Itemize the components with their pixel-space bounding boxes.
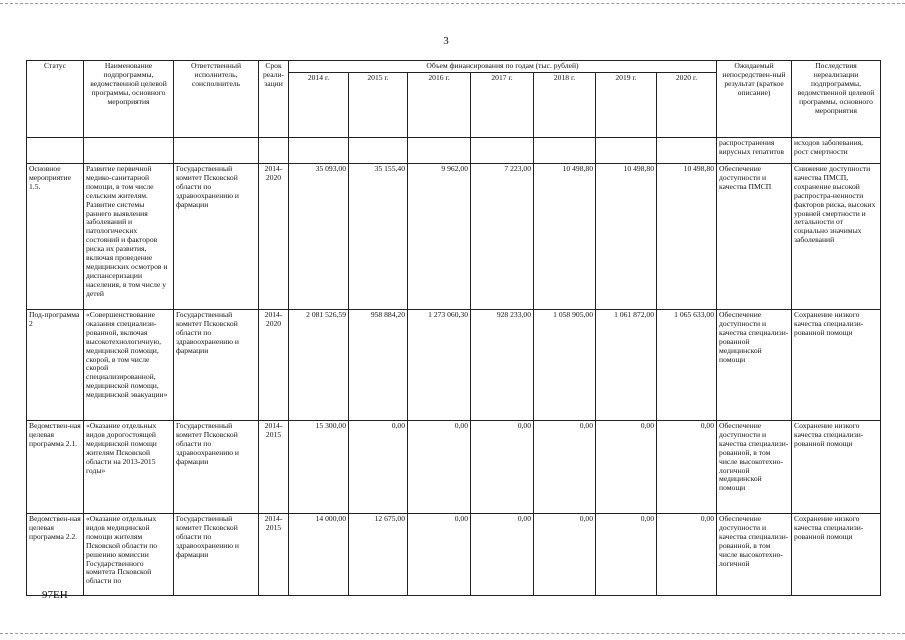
value-2018: 1 058 905,00 [534,310,596,421]
value-2016: 9 962,00 [408,164,471,310]
row-consequences: Снижение доступности качества ПМСП, сохранение высокой распростра-ненности факторов риска, высоких уровней смертности и летальности от социально значимых заболеваний [792,164,881,310]
row-consequences: Сохранение низкого качества специализи-рованной помощи [792,514,881,596]
row-result: Обеспечение доступности и качества специализи-рованной, в том числе высокотехно-логичной [717,514,792,596]
row-term: 2014-2020 [259,164,289,310]
value-2014: 15 300,00 [289,421,349,514]
header-status: Статус [27,61,84,138]
value-2015: 958 884,20 [349,310,408,421]
row-status: Под-программа 2 [27,310,84,421]
value-2016: 0,00 [408,514,471,596]
value-2014: 14 000,00 [289,514,349,596]
row-status: Ведомствен-ная целевая программа 2.1. [27,421,84,514]
value-2017: 928 233,00 [471,310,534,421]
table-cell [84,138,174,164]
table-cell [27,138,84,164]
value-2017: 0,00 [471,514,534,596]
header-consequences: Последствия нереализации подпрограммы, ведомственной целевой программы, основного мероприятия [792,61,881,138]
row-name: Развитие первичной медико-санитарной помощи, в том числе сельским жителям. Развитие системы раннего выявления заболеваний и патологических состояний и факторов риска их развития, включая проведение медицинских осмотров и диспансеризации населения, в том числе у детей [84,164,174,310]
row-term: 2014-2015 [259,421,289,514]
page-number: 3 [443,35,449,47]
header-responsible: Ответственный исполнитель, соисполнитель [174,61,259,138]
header-year-2017: 2017 г. [471,73,534,138]
row-term: 2014-2015 [259,514,289,596]
value-2018: 0,00 [534,421,596,514]
carryover-consequences: исходов заболевания, рост смертности [792,138,881,164]
table-row [27,310,881,421]
header-year-2016: 2016 г. [408,73,471,138]
value-2020: 0,00 [657,514,717,596]
table-cell [289,138,349,164]
value-2019: 0,00 [596,421,657,514]
scan-edge-top [0,3,905,4]
value-2020: 0,00 [657,421,717,514]
scan-edge-bottom [0,633,905,634]
table-cell [596,138,657,164]
header-year-2019: 2019 г. [596,73,657,138]
row-consequences: Сохранение низкого качества специализи-рованной помощи [792,421,881,514]
header-funding: Объем финансирования по годам (тыс. рублей) [289,61,717,73]
row-responsible: Государственный комитет Псковской области по здравоохранению и фармации [174,310,259,421]
table-row [27,421,881,514]
carryover-result: распространения вирусных гепатитов [717,138,792,164]
footer-code: 97ЕН [42,589,68,601]
value-2018: 10 498,80 [534,164,596,310]
row-name: «Совершенствование оказания специализи-рованной, включая высокотехнологичную, медицинской помощи, скорой, в том числе скорой специализированной, медицинской помощи, медицинской эвакуации» [84,310,174,421]
table-cell [349,138,408,164]
value-2017: 7 223,00 [471,164,534,310]
value-2015: 0,00 [349,421,408,514]
funding-table [26,60,881,596]
table-cell [471,138,534,164]
value-2016: 1 273 060,30 [408,310,471,421]
table-cell [534,138,596,164]
value-2018: 0,00 [534,514,596,596]
row-responsible: Государственный комитет Псковской области по здравоохранению и фармации [174,164,259,310]
value-2019: 0,00 [596,514,657,596]
header-name: Наименование подпрограммы, ведомственной целевой программы, основного мероприятия [84,61,174,138]
value-2014: 35 093,00 [289,164,349,310]
row-term: 2014-2020 [259,310,289,421]
row-responsible: Государственный комитет Псковской области по здравоохранению и фармации [174,514,259,596]
row-status: Ведомствен-ная целевая программа 2.2. [27,514,84,596]
value-2016: 0,00 [408,421,471,514]
table-cell [408,138,471,164]
row-responsible: Государственный комитет Псковской области по здравоохранению и фармации [174,421,259,514]
row-result: Обеспечение доступности и качества специализи-рованной, в том числе высокотехно-логичной медицинской помощи [717,421,792,514]
value-2015: 35 155,40 [349,164,408,310]
value-2015: 12 675,00 [349,514,408,596]
carryover-row [27,138,881,164]
table-row [27,514,881,596]
table-cell [174,138,259,164]
header-result: Ожидаемый непосредствен-ный результат (краткое описание) [717,61,792,138]
value-2019: 1 061 872,00 [596,310,657,421]
value-2020: 1 065 633,00 [657,310,717,421]
row-name: «Оказание отдельных видов медицинской помощи жителям Псковской области по решению комиссии Государственного комитета Псковской области по [84,514,174,596]
header-year-2020: 2020 г. [657,73,717,138]
value-2017: 0,00 [471,421,534,514]
header-row [27,61,881,73]
row-name: «Оказание отдельных видов дорогостоящей медицинской помощи жителям Псковской области на 2013-2015 годы» [84,421,174,514]
table-cell [657,138,717,164]
row-result: Обеспечение доступности и качества ПМСП [717,164,792,310]
table-row [27,164,881,310]
header-year-2014: 2014 г. [289,73,349,138]
value-2014: 2 081 526,59 [289,310,349,421]
table-cell [259,138,289,164]
row-status: Основное мероприятие 1.5. [27,164,84,310]
header-year-2015: 2015 г. [349,73,408,138]
value-2020: 10 498,80 [657,164,717,310]
value-2019: 10 498,80 [596,164,657,310]
row-result: Обеспечение доступности и качества специализи-рованной медицинской помощи [717,310,792,421]
header-term: Срок реали-зации [259,61,289,138]
header-year-2018: 2018 г. [534,73,596,138]
row-consequences: Сохранение низкого качества специализи-рованной помощи [792,310,881,421]
